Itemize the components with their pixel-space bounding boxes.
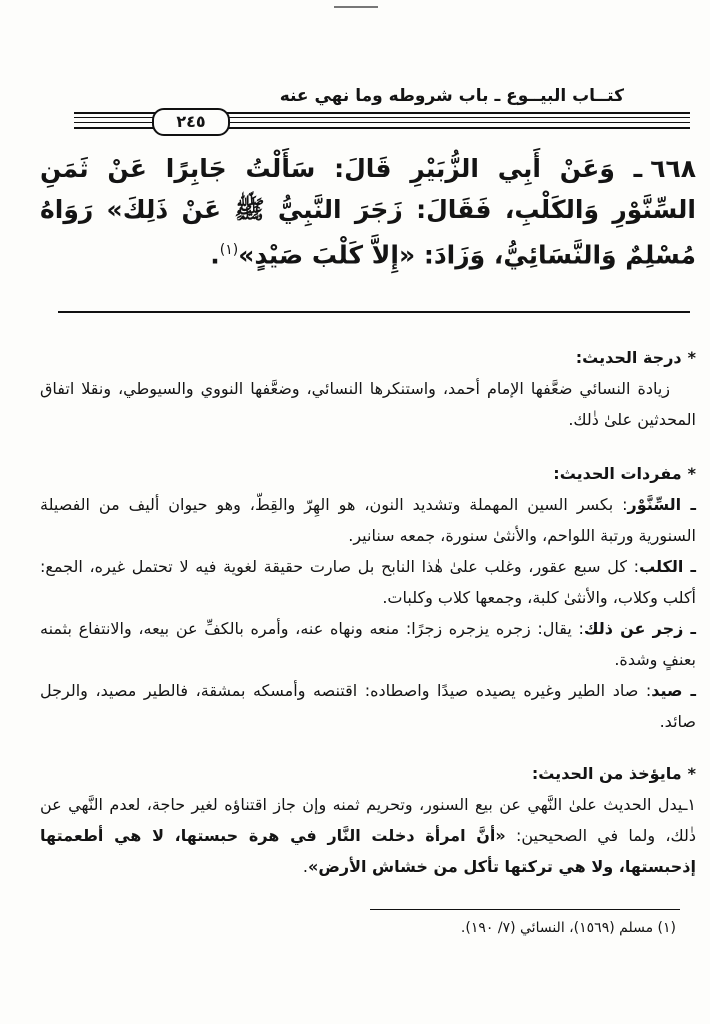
vocab-item: ـ السِّنَّوْر: بكسر السين المهملة وتشديد النون، هو الهِرّ والقِطّ، وهو حيوان أليف من الفصيلة السنورية ورتبة اللواحم، والأنثىٰ سنورة، جمعه سنانير.	[40, 495, 696, 545]
heading-star: *	[687, 764, 696, 783]
section-heading-grade	[40, 342, 696, 373]
grade-text: زيادة النسائي ضعَّفها الإمام أحمد، واستنكرها النسائي، وضعَّفها النووي والسيوطي، ونقلا اتفاق المحدثين علىٰ ذٰلك.	[40, 379, 696, 429]
vocab-item: ـ الكلب: كل سبع عقور، وغلب علىٰ هٰذا النابح بل صارت حقيقة لغوية فيه لا تحتمل غيره، الجمع: أكلب وكلاب، والأنثىٰ كلبة، وجمعها كلاب وكلبات.	[40, 557, 697, 607]
footnote	[461, 920, 676, 936]
vocab-term: صيد	[651, 681, 683, 700]
heading-star: *	[687, 348, 696, 367]
benefit-number: ١ـ	[682, 795, 696, 814]
vocab-definition: : يقال: زجره يزجره زجرًا: منعه ونهاه عنه، وأمره بالكفِّ عن بيعه، والانتفاع بثمنه بعنفٍ وشدة.	[40, 619, 696, 669]
page-number-text: ٢٤٥	[176, 112, 206, 131]
footnote-reference: (١)	[219, 242, 239, 258]
vocab-definition: : صاد الطير وغيره يصيده صيدًا واصطاده: اقتنصه وأمسكه بمشقة، فالطير مصيد، والرجل صائد.	[40, 681, 696, 731]
vocab-item: ـ صيد: صاد الطير وغيره يصيده صيدًا واصطاده: اقتنصه وأمسكه بمشقة، فالطير مصيد، والرجل صائد.	[40, 681, 697, 731]
running-title: كتــاب البيــوع ـ باب شروطه وما نهي عنه	[279, 86, 624, 106]
footnote-divider	[370, 909, 680, 910]
hadith-number: ٦٦٨	[650, 154, 696, 183]
vocab-term: السِّنَّوْر	[627, 495, 682, 514]
footnote-text: مسلم (١٥٦٩)، النسائي (٧/ ١٩٠).	[460, 920, 654, 936]
footnote-marker: (١)	[657, 920, 676, 936]
hadith-text: وَعَنْ أَبِي الزُّبَيْرِ قَالَ: سَأَلْتُ جَابِرًا عَنْ ثَمَنِ السِّنَّوْرِ وَالكَلْبِ، فَقَالَ: زَجَرَ النَّبِيُّ ﷺ عَنْ ذَلِكَ» رَوَاهُ مُسْلِمٌ وَالنَّسَائِيُّ، وَزَادَ: «إِلاَّ كَلْبَ صَيْدٍ»	[40, 154, 696, 270]
grade-section	[40, 342, 696, 435]
benefit-item	[40, 789, 696, 882]
page-top-mark	[334, 6, 378, 8]
hadith-text-block	[40, 148, 696, 275]
vocab-section	[40, 458, 696, 737]
vocab-term: الكلب	[639, 557, 684, 576]
vocab-term: زجر عن ذلك	[583, 619, 684, 638]
page-number	[152, 108, 230, 136]
section-heading-benefits	[40, 758, 696, 789]
hadith-divider	[58, 311, 690, 313]
heading-text: مايؤخذ من الحديث:	[531, 764, 682, 783]
heading-star: *	[687, 464, 696, 483]
hadith-end: .	[210, 240, 220, 270]
header-rule	[74, 108, 690, 132]
vocab-item: ـ زجر عن ذلك: يقال: زجره يزجره زجرًا: منعه ونهاه عنه، وأمره بالكفِّ عن بيعه، والانتفاع بثمنه بعنفٍ وشدة.	[40, 619, 696, 669]
benefit-text: يدل الحديث علىٰ النَّهي عن بيع السنور، وتحريم ثمنه وإن جاز اقتناؤه لغير حاجة، لعدم النَّهي عن ذٰلك، ولما في الصحيحين:	[40, 795, 696, 845]
heading-text: مفردات الحديث:	[553, 464, 682, 483]
benefit-quote: «أنَّ امرأة دخلت النَّار في هرة حبستها، لا هي أطعمتها إذحبستها، ولا هي تركتها تأكل من خشاش الأرض»	[40, 826, 696, 876]
vocab-definition: : كل سبع عقور، وغلب علىٰ هٰذا النابح بل صارت حقيقة لغوية فيه لا تحتمل غيره، الجمع: أكلب وكلاب، والأنثىٰ كلبة، وجمعها كلاب وكلبات.	[40, 557, 696, 607]
vocab-definition: : بكسر السين المهملة وتشديد النون، هو الهِرّ والقِطّ، وهو حيوان أليف من الفصيلة السنورية ورتبة اللواحم، والأنثىٰ سنورة، جمعه سنانير.	[40, 495, 696, 545]
hadith-separator: ـ	[633, 154, 643, 183]
heading-text: درجة الحديث:	[575, 348, 682, 367]
section-heading-vocab	[40, 458, 696, 489]
benefits-section	[40, 758, 696, 882]
benefit-end: .	[302, 857, 308, 876]
